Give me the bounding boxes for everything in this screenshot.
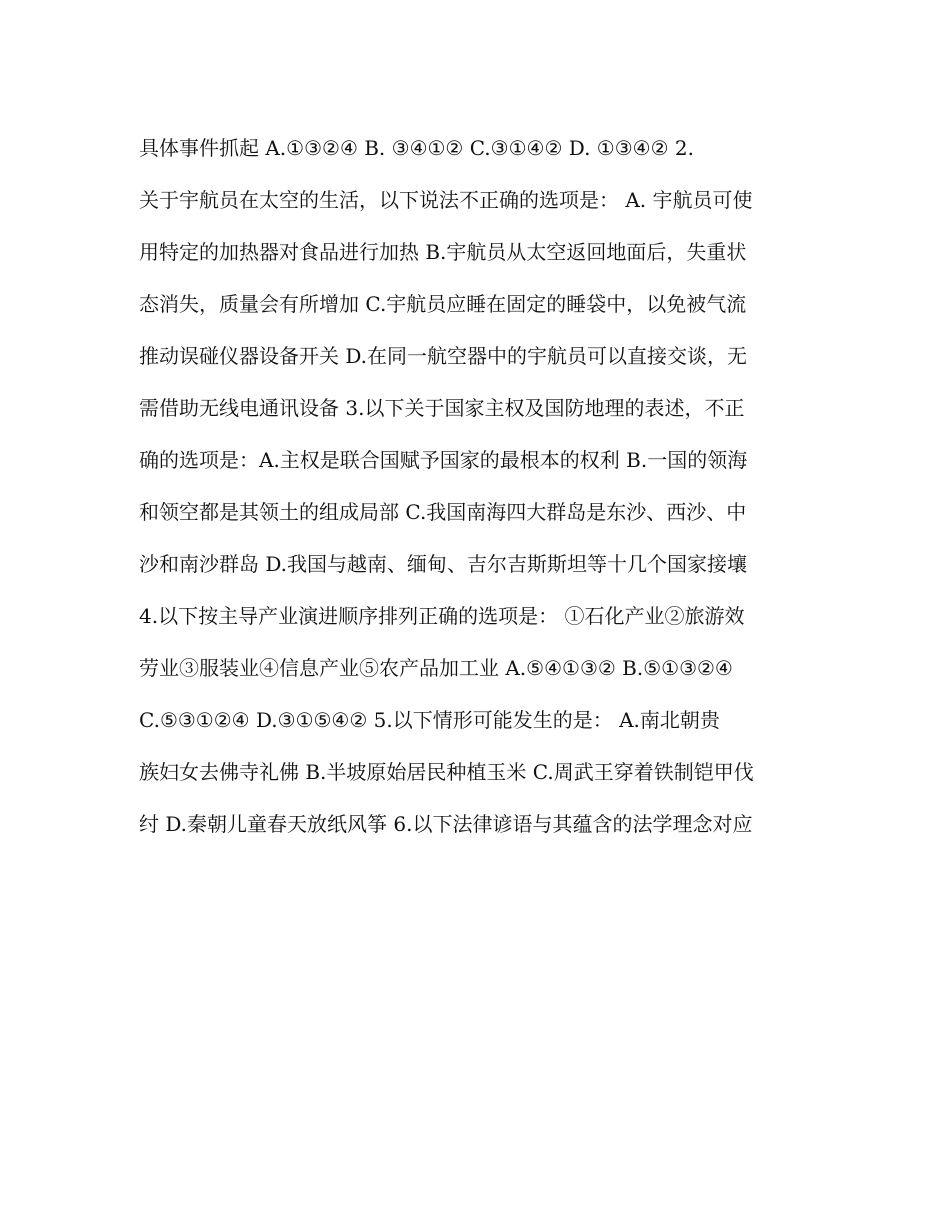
text-line-7: 确的选项是：A.主权是联合国赋予国家的最根本的权利 B.一国的领海 <box>139 448 748 472</box>
text-line-5: 推动误碰仪器设备开关 D.在同一航空器中的宇航员可以直接交谈，无 <box>139 344 748 368</box>
text-line-6: 需借助无线电通讯设备 3.以下关于国家主权及国防地理的表述，不正 <box>139 396 745 420</box>
text-line-3: 用特定的加热器对食品进行加热 B.宇航员从太空返回地面后，失重状 <box>139 240 747 264</box>
text-line-10: 4.以下按主导产业演进顺序排列正确的选项是： ①石化产业②旅游效 <box>139 604 745 628</box>
text-line-14: 纣 D.秦朝儿童春天放纸风筝 6.以下法律谚语与其蕴含的法学理念对应 <box>139 812 753 836</box>
text-line-13: 族妇女去佛寺礼佛 B.半坡原始居民种植玉米 C.周武王穿着铁制铠甲伐 <box>139 760 754 784</box>
text-line-4: 态消失，质量会有所增加 C.宇航员应睡在固定的睡袋中，以免被气流 <box>139 292 747 316</box>
text-line-1: 具体事件抓起 A.①③②④ B. ③④①② C.③①④② D. ①③④② 2. <box>139 136 694 160</box>
text-line-11: 劳业③服装业④信息产业⑤农产品加工业 A.⑤④①③② B.⑤①③②④ <box>139 656 733 680</box>
body-text <box>139 122 819 850</box>
text-line-2: 关于宇航员在太空的生活，以下说法不正确的选项是： A. 宇航员可使 <box>139 188 753 212</box>
text-line-9: 沙和南沙群岛 D.我国与越南、缅甸、吉尔吉斯斯坦等十几个国家接壤 <box>139 552 748 576</box>
text-line-12: C.⑤③①②④ D.③①⑤④② 5.以下情形可能发生的是： A.南北朝贵 <box>139 708 720 732</box>
text-line-8: 和领空都是其领土的组成局部 C.我国南海四大群岛是东沙、西沙、中 <box>139 500 747 524</box>
